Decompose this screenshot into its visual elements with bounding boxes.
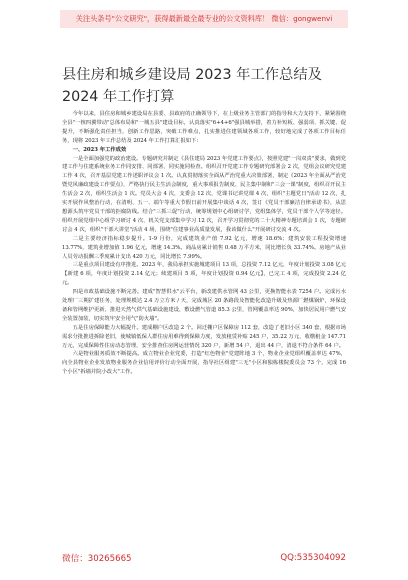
document-title: 县住房和城乡建设局 2023 年工作总结及 2024 年工作打算	[62, 67, 322, 105]
top-promo-banner: 关注头条号"公文研究"，获得最新最全最专业的公文资料库！ 微信：gongwenvi	[60, 10, 348, 28]
body-paragraph: 二是主要经济指标稳步提升。1-9 月份，完成建筑业产值 7.92 亿元，增速 18.6%；建筑安装工程投资增速 13.77%，建筑业增加值 1.96 亿元，增速 14.3%。商品房累计销售 0.48 万平方米，同比增长负 33.74%。房地产从业人员劳动报酬三季度累计支出 420 万元，同比增长 7.99%。	[62, 235, 346, 260]
document-body	[62, 110, 346, 540]
body-paragraph: 一是全面加强党的政治建设。专题研究并制定《县住建局 2023 年党建工作要点》，按照党建"一岗双责"要求，做到党建工作与住建系统业务工作同安排、同部署、同实施同检查。组织召开党建工作专题研究部署会 2 次，党组会议研究党建工作 4 次，召开基层党建工作述职评议会 1 次。认真贯彻落实全面从严治党重大决策部署，制定《2023 年全面从严治党暨党风廉政建设工作要点》，严格执行民主生活会制度，重大事项报告制度、民主集中制和"三会一课"制度，组织召开民主生活会 2 次，组织生活会 1 次。党员大会 4 次，支委会 12 次，党课书记讲党课 4 次，组织"主题党日"活动 12 次，扎实开展作风整治行动，在清明、五一、端午等重大节假日前开展集中谈话 4 次，签订《党员干部廉洁自律承诺书》，从思想源头筑牢党员干部的拒腐防线。结合"三抓三促"行动，统筹规划中心组研讨学，党组集体学，党员干部个人学等途径。组织开展党组中心组学习研讨 4 次、机关党支部集中学习 12 次，召开学习贯彻党的二十大精神专题培训会 1 次，专题研讨会 4 次，组织"干部大讲堂"活动 4 场，围绕"住建事业高质量发展，我该做什么"开展研讨交流 4 次。	[62, 155, 346, 233]
body-paragraph: 今年以来，县住房和城乡建设局在县委、县政府的正确领导下，在上级业务主管部门的指导和大力支持下，紧紧围绕全县"一核四翼带动"总体布局和"一城五县"建设目标，认真落实"6+4+6"强县城举措，着力补短板、强弱项、抓关键、促提升，不断强化责任担当，创新工作思路，突破工作难点，扎实推进住建领域各项工作，较好地完成了各项工作目标任务，现将 2023 年工作总结及 2024 年工作打算汇报如下：	[62, 111, 346, 144]
footer-wechat: 微信：30265665	[62, 554, 132, 564]
footer-qq: QQ:535304092	[280, 553, 346, 563]
footer-contact-bar	[62, 549, 346, 567]
section-heading: 一、2023 年工作成效	[72, 146, 127, 153]
body-paragraph: 五是住房保障能力大幅提升。建成棚户区改造 2 个。回迁棚户区保障房 112 套，改造了老旧小区 340 套，根据市场需求分批推进拆除老旧，使城镇低保人群住房用难得到保障力度，发放租赁补贴 245 户，35.22 万元，收缴租金 147.71 万元，完成保障性住房动态管理，安全排查住房网运营情况 320 户，新增 54 户，退出 44 户，清退不符合条件 64 户。	[62, 324, 346, 349]
body-paragraph: 三是重点项目建设有序推进。2023 年，我局承担实施城建项目 13 项，总投资 7.12 亿元，年度计划投资 3.08 亿元【新建 6 项，年度计划投资 2.14 亿元；续建项目 5 项，年度计划投资 0.94 亿元】，已完工 4 项，完成投资 2.24 亿元。	[62, 262, 346, 287]
body-paragraph: 六是物业服务质效不断提高。成立物业企业党委，打造"红色物业"党建阵地 3 个，物业企业党组织覆盖率达 47%，向全县物业企业发放物业服务企业信用评价行动全面开展，指导社区组建"三无"小区和独栋楼院委员会 73 个，完成 16 个小区"拆墙并院小改大"工作。	[62, 351, 346, 376]
body-paragraph: 四是市政基础设施不断完善。建成"智慧供水"云平台，新改建供水管网 43 公里，更换智能水表 7254 户。完成污水处理厂三期扩建任务，处理规模达 2.4 万立方米 / 天，完成城区 20 条路段及智能化改造升级及热源厂燃煤锅炉，环保设备和管网维护更新，推进天然气供气基础设施建设，敷设燃气管道 85.3 公里，管网覆盖率达 90%，加快居民用户燃气安全装置加装，切实筑牢安全用气"防火墙"。	[62, 289, 346, 322]
